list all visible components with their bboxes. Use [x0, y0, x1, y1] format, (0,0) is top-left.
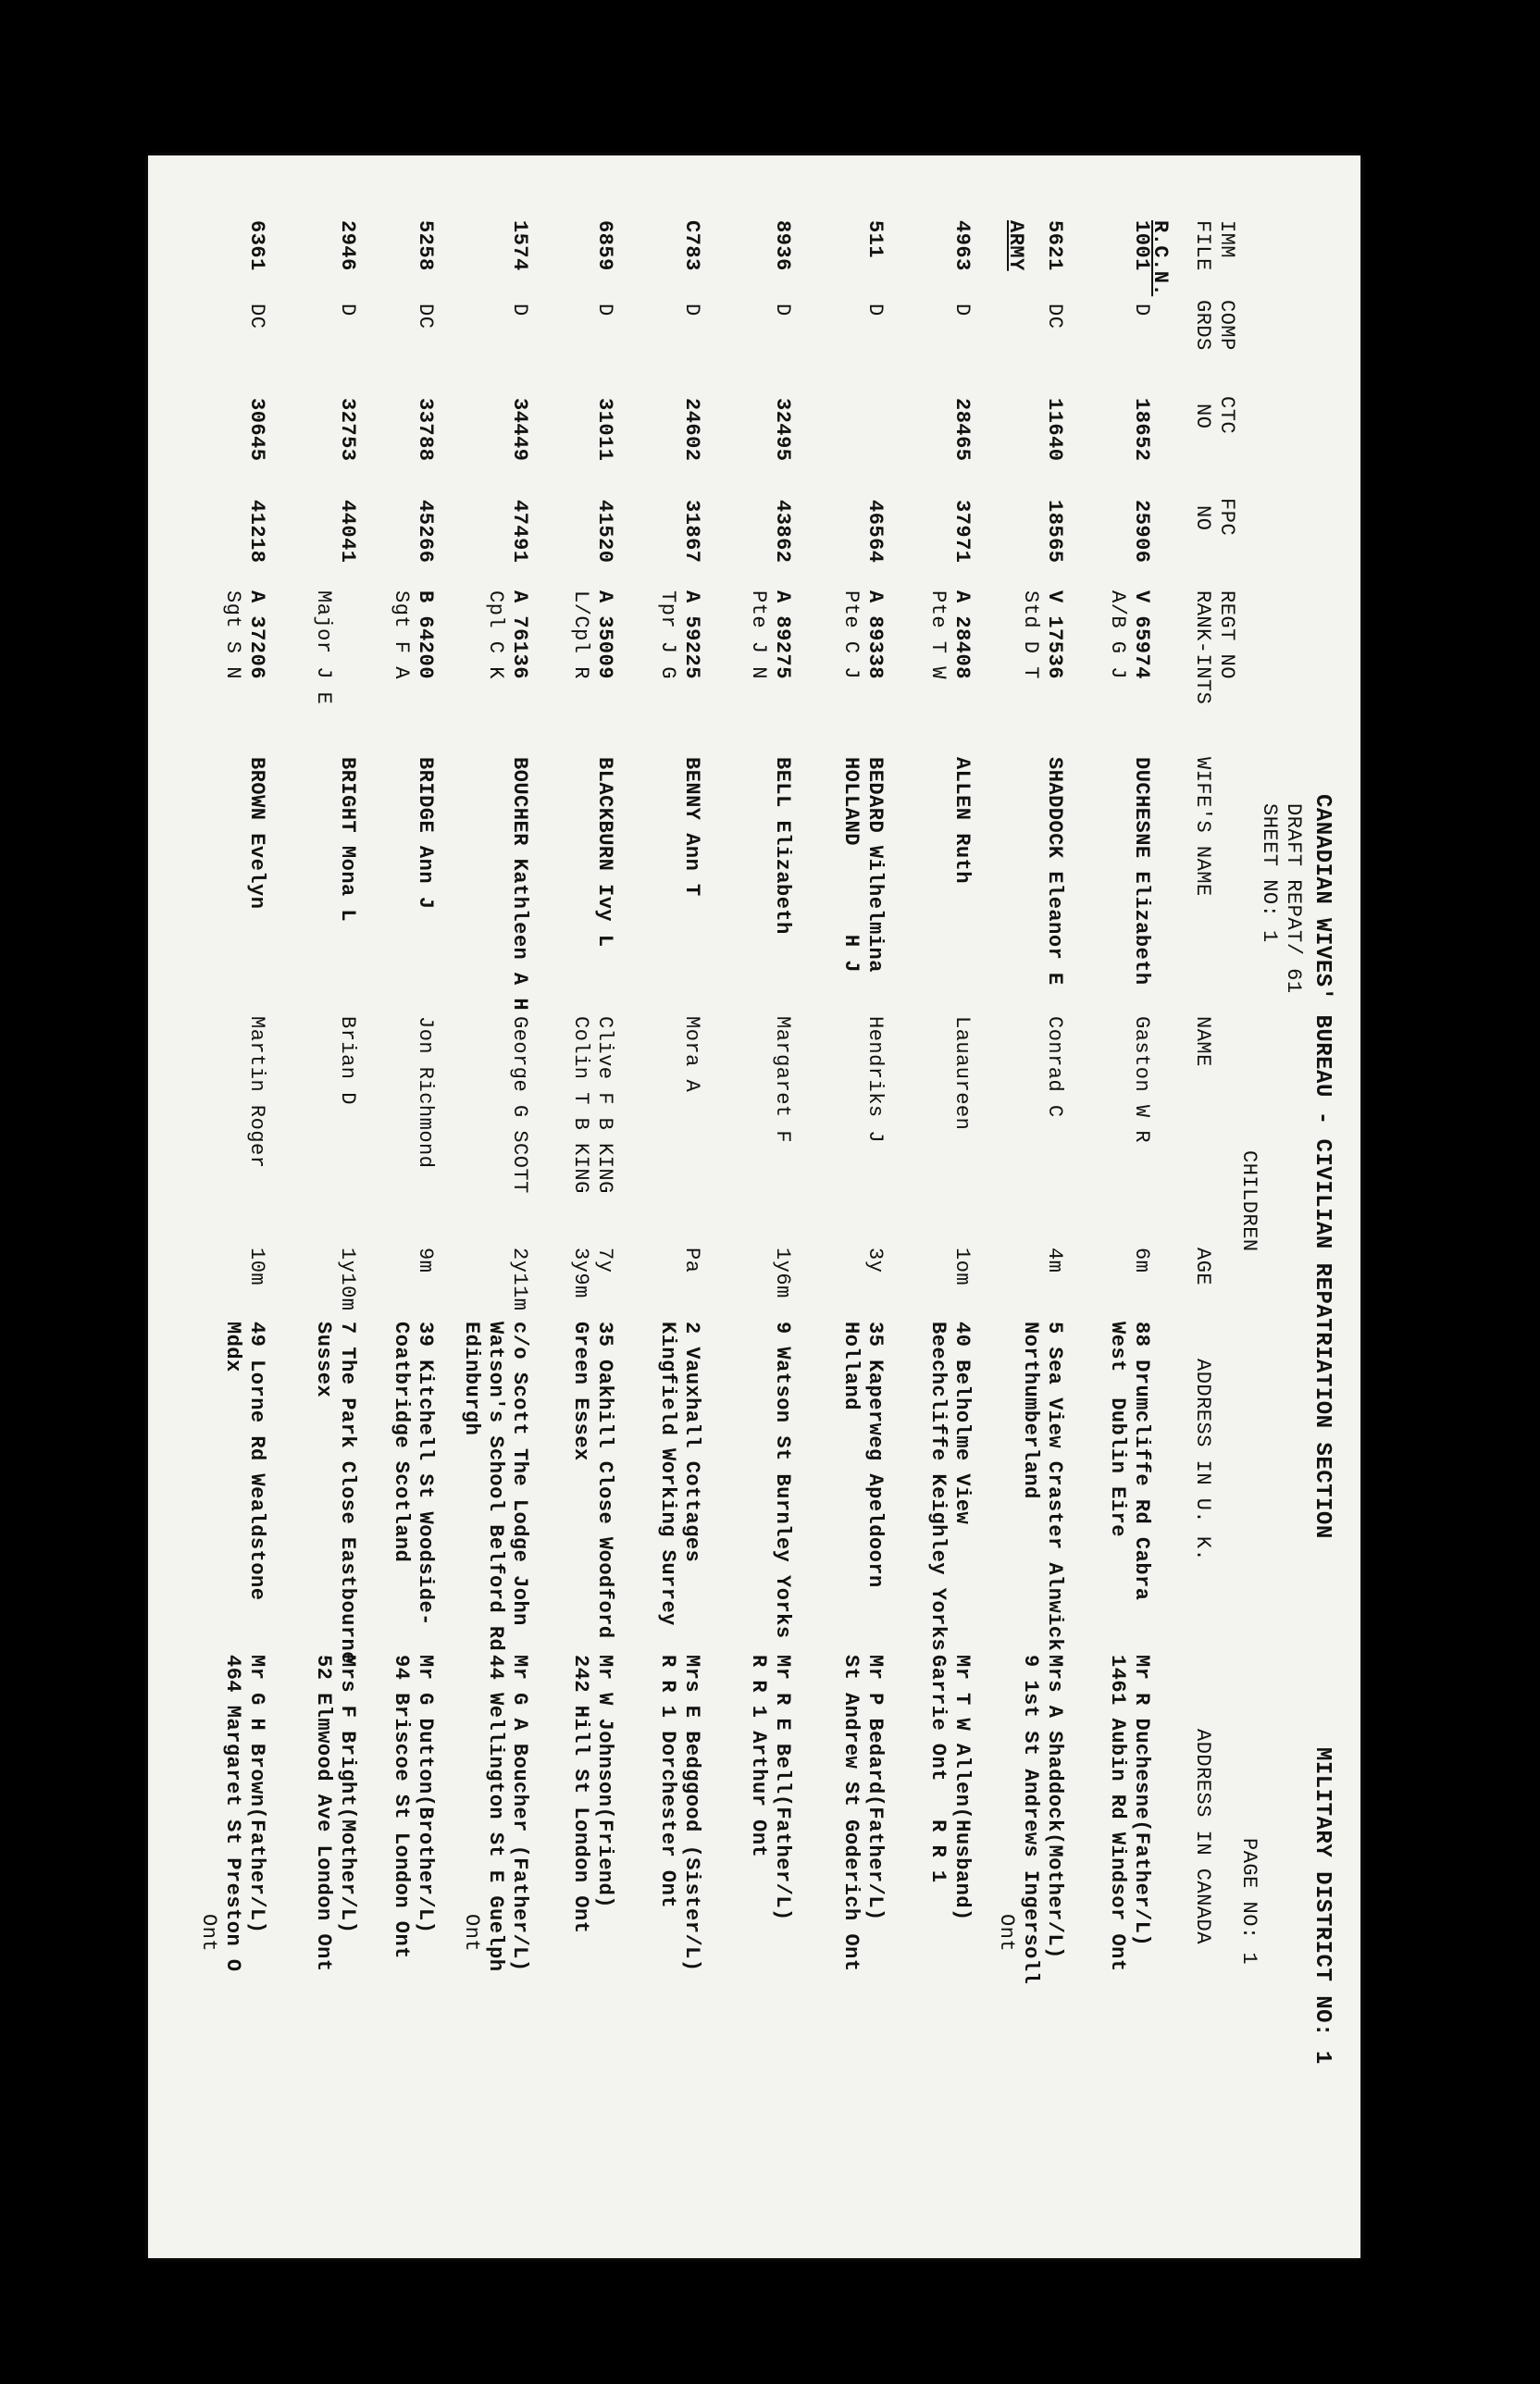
col-address-canada: ADDRESS IN CANADA [1191, 1729, 1214, 1944]
row-child-name: Jon Richmond [414, 1016, 437, 1169]
row-rank-ints: Major J E [312, 590, 335, 705]
row-ctc-no: 24602 [680, 398, 703, 462]
row-regt-no: B 64200 [414, 590, 437, 679]
row-rank-ints: Tpr J G [656, 590, 679, 679]
row-child-age: Pa [680, 1248, 703, 1273]
row-address-canada-2: 44 Wellington St E Guelph [484, 1655, 507, 1972]
row-wife-name: BROWN Evelyn [245, 757, 268, 910]
row-comp-grds: DC [245, 304, 268, 329]
row-child-name-2: Colin T B KING [569, 1016, 592, 1194]
row-address-uk-3: Edinburgh [460, 1322, 483, 1436]
col-child-name: NAME [1191, 1016, 1214, 1067]
row-regt-no: V 17536 [1043, 590, 1066, 679]
row-address-uk-1: c/o Scott The Lodge John [508, 1322, 531, 1626]
row-comp-grds: D [508, 304, 531, 317]
row-comp-grds: DC [414, 304, 437, 329]
row-regt-no: A 28408 [950, 590, 974, 679]
row-child-age: 2y11m [508, 1248, 531, 1311]
row-child-name: Brian D [336, 1016, 359, 1105]
row-imm-file: 8936 [771, 220, 794, 271]
row-address-canada-1: Mr T W Allen(Husband) [950, 1655, 974, 1921]
row-fpc-no: 37971 [950, 500, 974, 564]
row-child-name: Lauaureen [950, 1016, 974, 1131]
row-child-age: 4m [1043, 1248, 1066, 1273]
row-child-age: 7y [593, 1248, 616, 1273]
row-child-age: 1y6m [771, 1248, 794, 1298]
row-wife-name-2: HOLLAND H J [839, 757, 863, 973]
draft-number: DRAFT REPAT/ 61 [1282, 803, 1305, 994]
row-regt-no: A 59225 [680, 590, 703, 679]
col-fpc-1: FPC [1215, 498, 1238, 537]
row-child-name: Gaston W R [1130, 1016, 1153, 1144]
row-address-uk-1: 88 Drumcliffe Rd Cabra [1130, 1322, 1153, 1601]
row-address-uk-1: 40 Belholme View [950, 1322, 974, 1525]
row-address-uk-1: 9 Watson St Burnley Yorks [771, 1322, 794, 1639]
row-address-canada-2: 1461 Aubin Rd Windsor Ont [1106, 1655, 1129, 1972]
row-comp-grds: D [593, 304, 616, 317]
row-ctc-no: 11640 [1043, 398, 1066, 462]
row-rank-ints: Sgt S N [221, 590, 244, 679]
table-row [148, 155, 267, 2258]
document-title: CANADIAN WIVES' BUREAU - CIVILIAN REPATRIATION SECTION [1310, 794, 1335, 1539]
row-imm-file: 6361 [245, 220, 268, 271]
row-wife-name: BEDARD Wilhelmina [863, 757, 887, 973]
row-address-canada-3: Ont [995, 1914, 1018, 1953]
row-ctc-no: 34449 [508, 398, 531, 462]
col-age: AGE [1191, 1248, 1214, 1286]
row-address-canada-2: Garrie Ont R R 1 [926, 1655, 950, 1883]
row-address-uk-1: 39 Kitchell St Woodside- [414, 1322, 437, 1626]
row-wife-name: SHADDOCK Eleanor E [1043, 757, 1066, 986]
row-address-uk-1: 7 The Park Close Eastbourne [336, 1322, 359, 1664]
row-child-name: George G SCOTT [508, 1016, 531, 1194]
children-heading: CHILDREN [1237, 1150, 1261, 1252]
row-ctc-no: 32495 [771, 398, 794, 462]
row-fpc-no: 25906 [1130, 500, 1153, 564]
row-wife-name: BELL Elizabeth [771, 757, 794, 935]
row-address-uk-2: Kingfield Working Surrey [656, 1322, 679, 1626]
row-address-uk-2: Northumberland [1019, 1322, 1042, 1499]
row-regt-no: A 35009 [593, 590, 616, 679]
row-regt-no: A 89275 [771, 590, 794, 679]
row-imm-file: 6859 [593, 220, 616, 271]
row-address-canada-3: Ont [197, 1914, 220, 1953]
row-fpc-no: 44041 [336, 500, 359, 564]
row-child-age-2: 3y9m [569, 1248, 592, 1298]
row-address-uk-2: Sussex [312, 1322, 335, 1398]
row-comp-grds: DC [1043, 304, 1066, 329]
row-fpc-no: 46564 [863, 500, 887, 564]
row-address-uk-2: West Dublin Eire [1106, 1322, 1129, 1537]
row-comp-grds: D [863, 304, 887, 317]
row-regt-no: A 37206 [245, 590, 268, 679]
row-wife-name: BRIGHT Mona L [336, 757, 359, 923]
row-fpc-no: 43862 [771, 500, 794, 564]
col-address-uk: ADDRESS IN U. K. [1191, 1359, 1214, 1562]
row-imm-file: 1001 [1130, 220, 1153, 271]
row-comp-grds: D [680, 304, 703, 317]
row-rank-ints: Sgt F A [390, 590, 413, 679]
row-rank-ints: Pte T W [926, 590, 950, 679]
row-rank-ints: A/B G J [1106, 590, 1129, 679]
row-regt-no: V 65974 [1130, 590, 1153, 679]
row-fpc-no: 41520 [593, 500, 616, 564]
military-district: MILITARY DISTRICT NO: 1 [1310, 1747, 1335, 2065]
row-address-canada-2: 52 Elmwood Ave London Ont [312, 1655, 335, 1972]
col-regt-1: REGT NO [1215, 590, 1238, 679]
row-child-age: 6m [1130, 1248, 1153, 1273]
row-fpc-no: 41218 [245, 500, 268, 564]
row-wife-name: DUCHESNE Elizabeth [1130, 757, 1153, 986]
row-address-canada-2: R R 1 Dorchester Ont [656, 1655, 679, 1909]
row-child-name: Hendriks J [863, 1016, 887, 1144]
section-army: ARMY [1004, 220, 1027, 271]
row-comp-grds: D [1130, 304, 1153, 317]
row-ctc-no: 33788 [414, 398, 437, 462]
row-address-canada-1: Mr W Johnson(Friend) [593, 1655, 616, 1909]
row-child-age: 1y10m [336, 1248, 359, 1311]
row-comp-grds: D [950, 304, 974, 317]
row-rank-ints: Pte C J [839, 590, 863, 679]
col-regt-2: RANK-INTS [1191, 590, 1214, 705]
row-wife-name: BLACKBURN Ivy L [593, 757, 616, 948]
row-wife-name: BOUCHER Kathleen A H [508, 757, 531, 1012]
row-address-uk-2: Watson's School Belford Rd [484, 1322, 507, 1652]
row-address-canada-1: Mrs A Shaddock(Mother/L) [1043, 1655, 1066, 1959]
col-ctc-1: CTC [1215, 396, 1238, 435]
row-address-uk-1: 2 Vauxhall Cottages [680, 1322, 703, 1563]
row-imm-file: 5258 [414, 220, 437, 271]
row-rank-ints: Cpl C K [484, 590, 507, 679]
row-address-uk-1: 49 Lorne Rd Wealdstone [245, 1322, 268, 1601]
row-address-canada-2: R R 1 Arthur Ont [747, 1655, 770, 1858]
row-address-canada-1: Mr P Bedard(Father/L) [863, 1655, 887, 1921]
row-wife-name: BRIDGE Ann J [414, 757, 437, 910]
row-address-uk-2: Coatbridge Scotland [390, 1322, 413, 1563]
row-fpc-no: 31867 [680, 500, 703, 564]
row-address-uk-1: 5 Sea View Craster Alnwick [1043, 1322, 1066, 1652]
row-ctc-no: 31011 [593, 398, 616, 462]
row-address-uk-1: 35 Oakhill Close Woodford [593, 1322, 616, 1639]
row-rank-ints: L/Cpl R [569, 590, 592, 679]
row-regt-no: A 76136 [508, 590, 531, 679]
document-page [148, 155, 1360, 2258]
sheet-number: SHEET NO: 1 [1258, 803, 1281, 943]
row-imm-file: C783 [680, 220, 703, 271]
row-child-name: Clive F B KING [593, 1016, 616, 1194]
row-address-canada-1: Mr G A Boucher (Father/L) [508, 1655, 531, 1972]
row-fpc-no: 47491 [508, 500, 531, 564]
col-wife: WIFE'S NAME [1191, 757, 1214, 897]
row-fpc-no: 45266 [414, 500, 437, 564]
row-child-name: Mora A [680, 1016, 703, 1093]
col-comp-2: GRDS [1191, 300, 1214, 351]
row-address-canada-1: Mr R E Bell(Father/L) [771, 1655, 794, 1921]
row-address-canada-1: Mr R Duchesne(Father/L) [1130, 1655, 1153, 1947]
row-imm-file: 2946 [336, 220, 359, 271]
row-address-canada-2: 94 Briscoe St London Ont [390, 1655, 413, 1959]
row-imm-file: 1574 [508, 220, 531, 271]
row-address-canada-2: 242 Hill St London Ont [569, 1655, 592, 1934]
row-comp-grds: D [336, 304, 359, 317]
row-address-canada-3: Ont [460, 1914, 483, 1953]
col-imm-2: FILE [1191, 220, 1214, 271]
page-number: PAGE NO: 1 [1237, 1838, 1261, 1966]
row-address-uk-2: Holland [839, 1322, 863, 1410]
row-child-name: Martin Roger [245, 1016, 268, 1169]
row-address-uk-1: 35 Kaperweg Apeldoorn [863, 1322, 887, 1588]
row-address-uk-2: Mddx [221, 1322, 244, 1372]
row-imm-file: 4963 [950, 220, 974, 271]
row-child-age: 1om [950, 1248, 974, 1286]
row-child-name: Margaret F [771, 1016, 794, 1144]
col-fpc-2: NO [1191, 505, 1214, 531]
row-address-canada-1: Mrs F Bright(Mother/L) [336, 1655, 359, 1934]
row-address-canada-1: Mr G H Brown(Father/L) [245, 1655, 268, 1934]
row-wife-name: ALLEN Ruth [950, 757, 974, 885]
row-child-age: 9m [414, 1248, 437, 1273]
row-child-age: 3y [863, 1248, 887, 1273]
row-imm-file: 511 [863, 220, 887, 259]
row-fpc-no: 18565 [1043, 500, 1066, 564]
col-imm-1: IMM [1215, 220, 1238, 259]
row-address-canada-2: 9 1st St Andrews Ingersoll [1019, 1655, 1042, 1985]
row-regt-no: A 89338 [863, 590, 887, 679]
row-rank-ints: Std D T [1019, 590, 1042, 679]
row-address-canada-1: Mr G Dutton(Brother/L) [414, 1655, 437, 1934]
col-ctc-2: NO [1191, 404, 1214, 429]
row-comp-grds: D [771, 304, 794, 317]
row-ctc-no: 18652 [1130, 398, 1153, 462]
section-rcn: R.C.N. [1149, 220, 1172, 297]
row-ctc-no: 28465 [950, 398, 974, 462]
row-address-canada-1: Mrs E Bedggood (Sister/L) [680, 1655, 703, 1972]
row-address-canada-2: St Andrew St Goderich Ont [839, 1655, 863, 1972]
row-child-age: 10m [245, 1248, 268, 1286]
row-address-canada-2: 464 Margaret St Preston O [221, 1655, 244, 1972]
row-wife-name: BENNY Ann T [680, 757, 703, 897]
row-ctc-no: 32753 [336, 398, 359, 462]
row-child-name: Conrad C [1043, 1016, 1066, 1118]
row-address-uk-2: Green Essex [569, 1322, 592, 1461]
rotated-sheet [148, 155, 1360, 2258]
col-comp-1: COMP [1215, 300, 1238, 351]
row-rank-ints: Pte J N [747, 590, 770, 679]
row-imm-file: 5621 [1043, 220, 1066, 271]
row-address-uk-2: Beechcliffe Keighley Yorks [926, 1322, 950, 1652]
row-ctc-no: 30645 [245, 398, 268, 462]
